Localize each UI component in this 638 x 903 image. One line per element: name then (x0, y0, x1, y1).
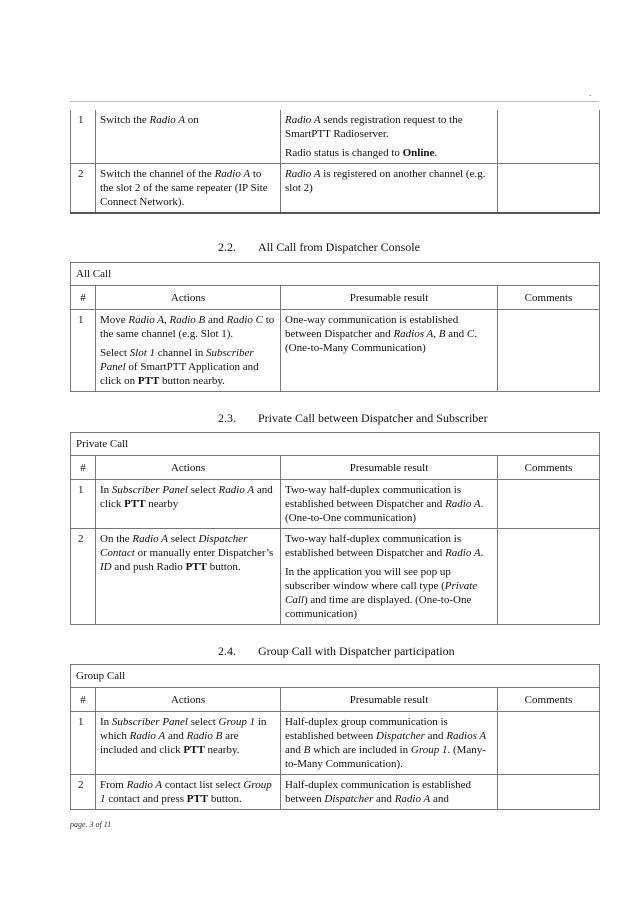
column-header: # (71, 688, 96, 712)
table-row (71, 164, 600, 214)
cell-paragraph: Radio status is changed to Online. (285, 147, 438, 159)
table-row (71, 480, 600, 529)
private-call-table (70, 432, 600, 625)
cell-paragraph: Two-way half-duplex communication is established between Dispatcher and Radio A. (One-to-One communication) (285, 484, 484, 524)
result-cell (281, 310, 498, 392)
cell-paragraph: On the Radio A select Dispatcher Contact or manually enter Dispatcher’s ID and push Radio PTT button. (100, 533, 274, 573)
comments-cell (498, 712, 600, 775)
table-title-row (71, 263, 600, 286)
result-cell (281, 529, 498, 625)
result-cell (281, 110, 498, 164)
table-row (71, 712, 600, 775)
action-cell (96, 712, 281, 775)
cell-paragraph: In the application you will see pop up subscriber window where call type (Private Call) and time are displayed. (One-to-One communication) (285, 566, 478, 620)
action-cell (96, 529, 281, 625)
comments-cell (498, 110, 600, 164)
comments-cell (498, 310, 600, 392)
cell-paragraph: Half-duplex communication is established between Dispatcher and Radio A and (285, 779, 472, 805)
column-header: Presumable result (281, 286, 498, 310)
cell-paragraph: One-way communication is established between Dispatcher and Radios A, B and C. (One-to-Many Communication) (285, 314, 477, 354)
header-mark: . (589, 88, 592, 98)
result-cell (281, 480, 498, 529)
cell-paragraph: Two-way half-duplex communication is established between Dispatcher and Radio A. (285, 533, 484, 559)
table-row (71, 110, 600, 164)
continued-table-body (71, 110, 600, 213)
table-row (71, 310, 600, 392)
row-number: 1 (71, 110, 96, 164)
section-heading-2-3 (218, 411, 488, 426)
result-cell (281, 712, 498, 775)
all-call-table (70, 262, 600, 392)
page-footer: page. 3 of 11 (70, 820, 112, 829)
table-title: Group Call (71, 665, 600, 688)
comments-cell (498, 529, 600, 625)
action-cell (96, 310, 281, 392)
column-header: Comments (498, 688, 600, 712)
cell-paragraph: Select Slot 1 channel in Subscriber Panel of SmartPTT Application and click on PTT button nearby. (100, 347, 259, 387)
action-cell: Switch the channel of the Radio A to the slot 2 of the same repeater (IP Site Connect Network). (96, 164, 281, 214)
cell-paragraph: In Subscriber Panel select Group 1 in which Radio A and Radio B are included and click PTT nearby. (100, 716, 267, 756)
row-number: 1 (71, 712, 96, 775)
column-header: # (71, 456, 96, 480)
header-rule (70, 101, 599, 102)
section-heading-2-4 (218, 644, 455, 659)
cell-paragraph: In Subscriber Panel select Radio A and click PTT nearby (100, 484, 273, 510)
section-title: All Call from Dispatcher Console (258, 240, 420, 254)
table-header-row (71, 456, 600, 480)
comments-cell (498, 480, 600, 529)
cell-paragraph: From Radio A contact list select Group 1 contact and press PTT button. (100, 779, 272, 805)
section-number: 2.4. (218, 644, 236, 658)
column-header: Presumable result (281, 688, 498, 712)
column-header: Presumable result (281, 456, 498, 480)
table-title: All Call (71, 263, 600, 286)
column-header: Actions (96, 688, 281, 712)
cell-paragraph: Radio A sends registration request to the SmartPTT Radioserver. (285, 114, 463, 140)
table-header-row (71, 286, 600, 310)
section-number: 2.2. (218, 240, 236, 254)
table-row (71, 529, 600, 625)
row-number: 2 (71, 164, 96, 214)
table-title: Private Call (71, 433, 600, 456)
section-title: Group Call with Dispatcher participation (258, 644, 455, 658)
table-header-row (71, 688, 600, 712)
table-title-row (71, 433, 600, 456)
column-header: Actions (96, 456, 281, 480)
table-title-row (71, 665, 600, 688)
cell-paragraph: Half-duplex group communication is established between Dispatcher and Radios A and B which are included in Group 1. (Many-to-Many Communication). (285, 716, 487, 770)
row-number: 2 (71, 529, 96, 625)
result-cell (281, 775, 498, 810)
cell-paragraph: Move Radio A, Radio B and Radio C to the same channel (e.g. Slot 1). (100, 314, 275, 340)
cell-paragraph: Radio A is registered on another channel (e.g. slot 2) (285, 168, 486, 194)
section-number: 2.3. (218, 411, 236, 425)
action-cell (96, 775, 281, 810)
section-title: Private Call between Dispatcher and Subscriber (258, 411, 488, 425)
column-header: Comments (498, 456, 600, 480)
result-cell (281, 164, 498, 214)
column-header: Actions (96, 286, 281, 310)
row-number: 1 (71, 480, 96, 529)
table-row (71, 775, 600, 810)
column-header: Comments (498, 286, 600, 310)
continued-table (70, 110, 600, 214)
section-heading-2-2 (218, 240, 420, 255)
comments-cell (498, 164, 600, 214)
action-cell (96, 480, 281, 529)
comments-cell (498, 775, 600, 810)
action-cell: Switch the Radio A on (96, 110, 281, 164)
group-call-table (70, 664, 600, 810)
row-number: 2 (71, 775, 96, 810)
column-header: # (71, 286, 96, 310)
row-number: 1 (71, 310, 96, 392)
